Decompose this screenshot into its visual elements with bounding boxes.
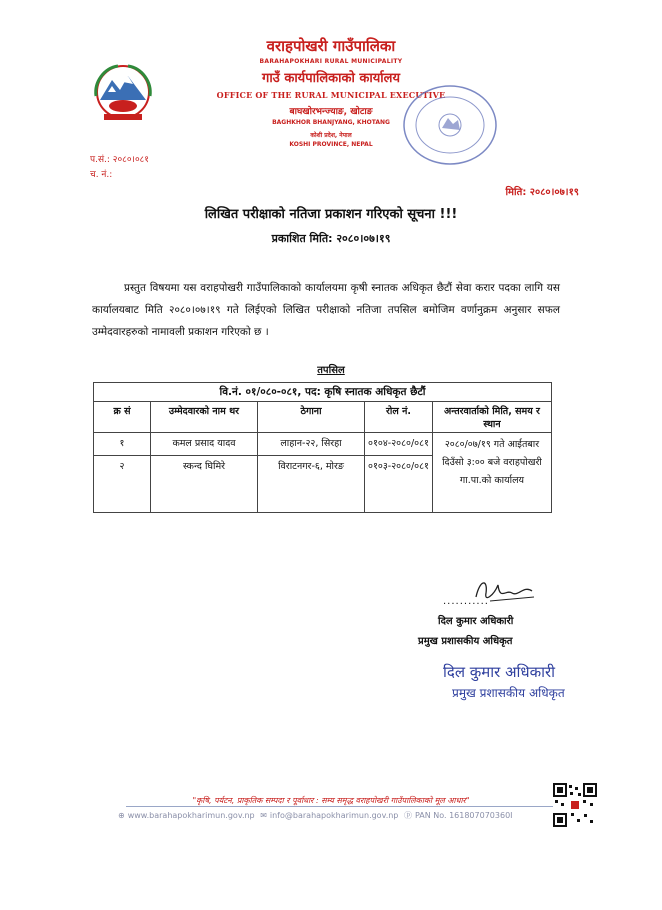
row-roll: ०१०४-२०८०/०८१	[365, 433, 433, 456]
office-seal-icon	[400, 82, 500, 168]
signatory-post: प्रमुख प्रशासकीय अधिकृत	[418, 636, 513, 647]
province-np: कोशी प्रदेश, नेपाल	[310, 132, 352, 139]
header-roll: रोल नं.	[365, 402, 433, 433]
signatory-name: दिल कुमार अधिकारी	[438, 616, 514, 627]
pan-icon: ⓟ	[403, 811, 412, 820]
row-name: कमल प्रसाद यादव	[151, 433, 258, 456]
qr-code-icon	[553, 783, 597, 827]
table-row	[94, 433, 552, 456]
stamp-post: प्रमुख प्रशासकीय अधिकृत	[452, 686, 565, 700]
mail-icon: ✉	[260, 811, 267, 820]
table-header-row	[94, 402, 552, 433]
stamp-name: दिल कुमार अधिकारी	[443, 663, 556, 681]
municipality-name-np: वराहपोखरी गाउँपालिका	[266, 37, 396, 55]
reference-block	[90, 153, 149, 183]
website-link[interactable]: www.barahapokharimun.gov.np	[127, 811, 255, 820]
municipality-name-en: BARAHAPOKHARI RURAL MUNICIPALITY	[259, 58, 403, 65]
location-en: BAGHKHOR BHANJYANG, KHOTANG	[272, 119, 390, 126]
email-link[interactable]: info@barahapokharimun.gov.np	[269, 811, 399, 820]
header-interview: अन्तरवार्ताको मिति, समय र स्थान	[432, 402, 551, 433]
published-date: प्रकाशित मिति: २०८०।०७।१९	[271, 232, 391, 245]
office-name-en: OFFICE OF THE RURAL MUNICIPAL EXECUTIVE	[216, 90, 446, 100]
row-sn: २	[94, 456, 151, 513]
results-table	[93, 382, 552, 513]
province-en: KOSHI PROVINCE, NEPAL	[289, 141, 373, 148]
row-address: विराटनगर-६, मोरङ	[258, 456, 365, 513]
location-np: बाघखोरभन्ज्याङ, खोटाङ	[289, 107, 373, 117]
signature-dots: ...........	[443, 596, 489, 607]
notice-title: लिखित परीक्षाको नतिजा प्रकाशन गरिएको सूचना !!!	[204, 207, 458, 222]
letter-date: मिति: २०८०।०७।१९	[505, 187, 579, 198]
patra-sankhya: प.सं.: २०८०।०८१	[90, 155, 149, 165]
footer-motto: "कृषि, पर्यटन, प्राकृतिक सम्पदा र पूर्वाधार : सम्य समृद्ध वराहपोखरी गाउँपालिकाको मूल आधार"	[192, 796, 470, 805]
header-address: ठेगाना	[258, 402, 365, 433]
chalani-number: च. नं.:	[90, 170, 113, 180]
globe-icon: ⊕	[118, 811, 125, 820]
header-name: उम्मेदवारको नाम थर	[151, 402, 258, 433]
row-roll: ०१०३-२०८०/०८१	[365, 456, 433, 513]
table-caption: वि.नं. ०१/०८०-०८१, पद: कृषि स्नातक अधिकृत छैटौं	[94, 383, 552, 402]
row-sn: १	[94, 433, 151, 456]
pan-number: PAN No. 161807070360I	[414, 811, 513, 820]
header-sn: क्र सं	[94, 402, 151, 433]
row-name: स्कन्द घिमिरे	[151, 456, 258, 513]
office-name-np: गाउँ कार्यपालिकाको कार्यालय	[262, 71, 400, 86]
interview-details: २०८०/०७/१९ गते आईतबार दिउँसो ३:०० बजे वराहपोखरी गा.पा.को कार्यालय	[432, 433, 551, 513]
tapasil-heading: तपसिल	[317, 365, 345, 376]
table-caption-row	[94, 383, 552, 402]
notice-body: प्रस्तुत विषयमा यस वराहपोखरी गाउँपालिकाको कार्यालयमा कृषी स्नातक अधिकृत छैटौं सेवा करार पदका लागि यस कार्यालयबाट मिति २०८०।०७।१९ गते लिईएको लिखित परीक्षाको नतिजा तपसिल बमोजिम वर्णानुक्रम अनुसार सफल उम्मेदवारहरुको नामावली प्रकाशन गरिएको छ ।	[92, 282, 560, 338]
row-address: लाहान-२२, सिरहा	[258, 433, 365, 456]
footer-contact	[118, 810, 516, 821]
footer-divider	[126, 806, 566, 807]
